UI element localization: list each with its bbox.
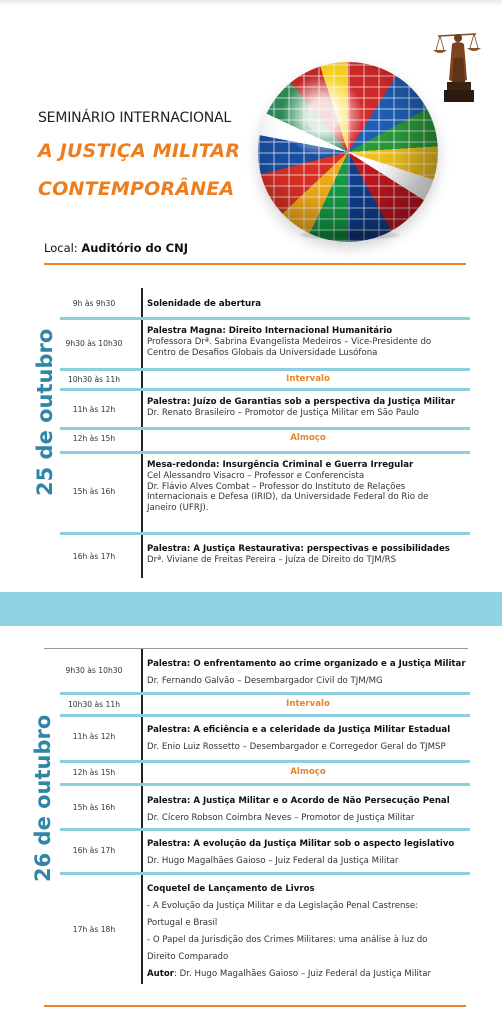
day2-row-5 (58, 791, 470, 827)
row-time: 11h às 12h (72, 732, 116, 741)
day1-row-1 (58, 290, 470, 320)
day2-row-1 (58, 654, 470, 690)
separator (60, 427, 470, 430)
flags-globe-image (258, 62, 438, 242)
row-time: 15h às 16h (72, 803, 116, 812)
separator (60, 783, 470, 786)
row-time: 9h às 9h30 (72, 299, 116, 308)
day1-row-6 (58, 458, 470, 530)
day2-row-6 (58, 834, 470, 870)
day1-row-2 (58, 324, 470, 368)
row-title: Palestra: A Justiça Militar e o Acordo de Não Persecução Penal (147, 796, 450, 806)
row-speaker: Professora Drª. Sabrina Evangelista Medeiros – Vice-Presidente do (147, 336, 432, 347)
row-speaker: Cel Alessandro Visacro – Professor e Conferencista (147, 470, 365, 481)
venue-label: Local: (44, 241, 78, 255)
header-top-shadow (0, 0, 502, 6)
book-1-title-cont: Portugal e Brasil (147, 918, 218, 928)
seminar-subtitle: SEMINÁRIO INTERNACIONAL (38, 110, 232, 126)
row-title: Palestra: O enfrentamento ao crime organizado e a Justiça Militar (147, 659, 466, 669)
day1-row-7 (58, 542, 470, 574)
author-label: Autor (147, 969, 175, 979)
row-title: Mesa-redonda: Insurgência Criminal e Guerra Irregular (147, 460, 414, 470)
day1-row-5 (58, 431, 470, 449)
day2-row-4 (58, 765, 470, 783)
row-time: 9h30 às 10h30 (65, 666, 123, 675)
row-time: 10h30 às 11h (67, 375, 121, 384)
row-title: Palestra: A eficiência e a celeridade da Justiça Militar Estadual (147, 725, 451, 735)
row-speaker: Dr. Hugo Magalhães Gaioso – Juiz Federal da Justiça Militar (147, 856, 399, 866)
row-speaker: Drª. Viviane de Freitas Pereira – Juíza de Direito do TJM/RS (147, 554, 397, 565)
day-separator-band (0, 592, 502, 626)
day1-label: 25 de outubro (33, 328, 57, 496)
seminar-title-line1: A JUSTIÇA MILITAR (38, 140, 241, 162)
row-title: Coquetel de Lançamento de Livros (147, 884, 315, 894)
day1-row-4 (58, 395, 470, 427)
row-break: Almoço (290, 767, 326, 777)
row-title: Solenidade de abertura (147, 299, 262, 309)
row-speaker: Dr. Renato Brasileiro – Promotor de Justiça Militar em São Paulo (147, 407, 420, 418)
book-author (147, 966, 469, 983)
venue-value: Auditório do CNJ (81, 241, 188, 255)
row-speaker-cont: Janeiro (UFRJ). (147, 503, 209, 514)
separator (60, 692, 470, 695)
separator (60, 714, 470, 717)
header-divider (44, 263, 466, 265)
row-break: Intervalo (286, 374, 330, 384)
separator (60, 532, 470, 535)
seminar-title-line2: CONTEMPORÂNEA (38, 178, 235, 200)
row-time: 12h às 15h (72, 768, 116, 777)
row-speaker-cont: Centro de Desafios Globais da Universidade Lusófona (147, 347, 378, 358)
separator (60, 828, 470, 831)
row-time: 17h às 18h (72, 925, 116, 934)
separator (60, 388, 470, 391)
row-speaker: Dr. Enio Luiz Rossetto – Desembargador e Corregedor Geral do TJMSP (147, 742, 446, 752)
row-time: 16h às 17h (72, 846, 116, 855)
day2-row-3 (58, 720, 470, 758)
separator (60, 451, 470, 454)
row-title: Palestra: A evolução da Justiça Militar sob o aspecto legislativo (147, 839, 455, 849)
venue (44, 241, 188, 255)
day2-label: 26 de outubro (31, 714, 55, 882)
row-time: 11h às 12h (72, 405, 116, 414)
row-time: 15h às 16h (72, 487, 116, 496)
row-break: Almoço (290, 433, 326, 443)
row-speaker: Dr. Fernando Galvão – Desembargador Civil do TJM/MG (147, 676, 383, 686)
footer-divider (44, 1005, 466, 1007)
book-1-title: - A Evolução da Justiça Militar e da Legislação Penal Castrense: (147, 901, 419, 911)
row-speaker: Dr. Cícero Robson Coimbra Neves – Promotor de Justiça Militar (147, 813, 415, 823)
row-title: Palestra Magna: Direito Internacional Humanitário (147, 326, 393, 336)
row-speaker: Dr. Flávio Alves Combat – Professor do Instituto de Relações (147, 481, 406, 492)
separator (60, 368, 470, 371)
day2-row-7 (58, 879, 470, 983)
book-2-title-cont: Direito Comparado (147, 952, 229, 962)
row-title: Palestra: Juízo de Garantias sob a perspectiva da Justiça Militar (147, 397, 456, 407)
row-time: 16h às 17h (72, 552, 116, 561)
row-title: Palestra: A Justiça Restaurativa: perspectivas e possibilidades (147, 544, 450, 554)
day2-row-2 (58, 697, 470, 715)
row-time: 12h às 15h (72, 434, 116, 443)
row-break: Intervalo (286, 699, 330, 709)
separator (60, 872, 470, 875)
justice-statue-icon (430, 18, 488, 108)
row-time: 10h30 às 11h (67, 700, 121, 709)
book-2-title: - O Papel da Jurisdição dos Crimes Militares: uma análise à luz do (147, 935, 428, 945)
row-time: 9h30 às 10h30 (65, 339, 123, 348)
separator (60, 760, 470, 763)
author-value: : Dr. Hugo Magalhães Gaioso – Juiz Federal da Justiça Militar (174, 969, 432, 979)
separator (44, 648, 468, 649)
separator (60, 317, 470, 320)
globe-shadow (300, 230, 400, 240)
row-speaker-cont: Internacionais e Defesa (IRID), da Universidade Federal do Rio de (147, 492, 429, 503)
